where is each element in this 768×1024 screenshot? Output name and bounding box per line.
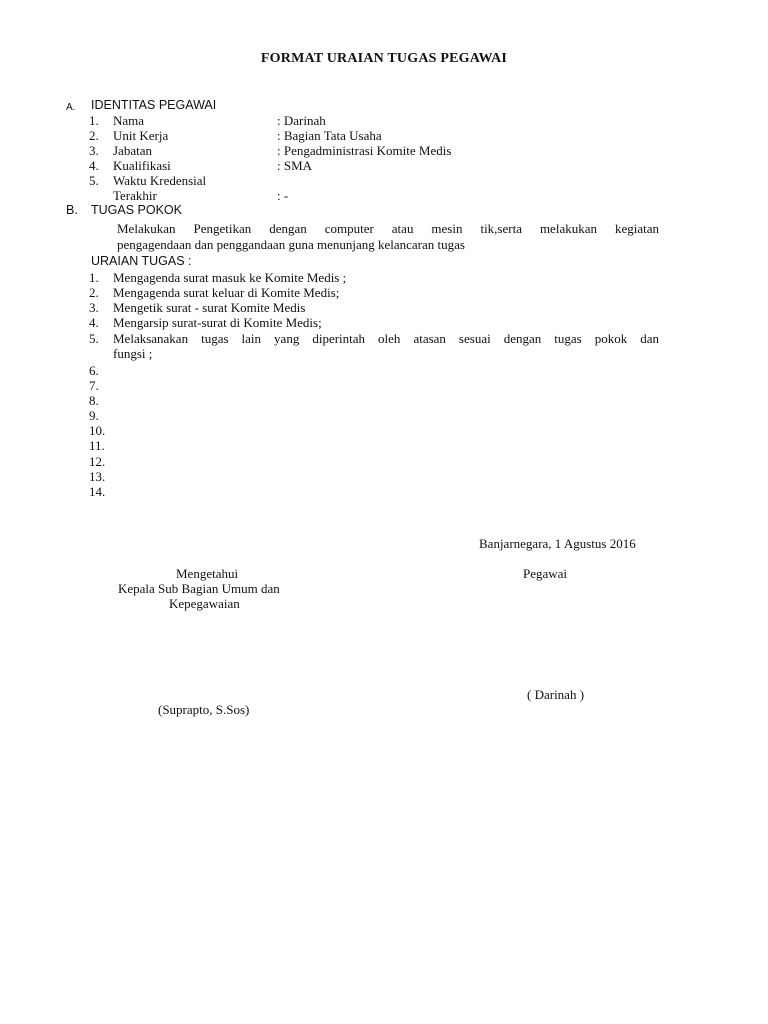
field-value-waktu-kredensial: : - xyxy=(277,188,289,203)
field-number: 1. xyxy=(89,113,99,128)
field-value-unit-kerja: : Bagian Tata Usaha xyxy=(277,128,382,143)
field-label-kualifikasi: Kualifikasi xyxy=(113,158,171,173)
uraian-item-text: Mengagenda surat keluar di Komite Medis; xyxy=(113,285,340,300)
uraian-item-text: Melaksanakan tugas lain yang diperintah oleh atasan sesuai dengan tugas pokok dan xyxy=(113,331,659,346)
signer-right-title: Pegawai xyxy=(523,566,568,581)
uraian-heading: URAIAN TUGAS : xyxy=(91,254,192,268)
uraian-item-text: Mengetik surat - surat Komite Medis xyxy=(113,300,306,315)
uraian-number: 5. xyxy=(89,331,99,346)
section-a-heading: IDENTITAS PEGAWAI xyxy=(91,98,217,112)
field-value-jabatan: : Pengadministrasi Komite Medis xyxy=(277,143,452,158)
uraian-item-text: Mengarsip surat-surat di Komite Medis; xyxy=(113,315,322,330)
field-label-terakhir: Terakhir xyxy=(113,188,157,203)
uraian-item-text: Mengagenda surat masuk ke Komite Medis ; xyxy=(113,270,347,285)
uraian-number: 11. xyxy=(89,438,105,453)
uraian-number: 9. xyxy=(89,408,99,423)
field-number: 4. xyxy=(89,158,99,173)
uraian-number: 4. xyxy=(89,315,99,330)
tugas-pokok-text-line1: Melakukan Pengetikan dengan computer atau mesin tik,serta melakukan kegiatan xyxy=(117,221,659,236)
document-title: FORMAT URAIAN TUGAS PEGAWAI xyxy=(260,51,508,66)
uraian-number: 2. xyxy=(89,285,99,300)
field-label-nama: Nama xyxy=(113,113,145,128)
signer-left-name: (Suprapto, S.Sos) xyxy=(158,702,250,717)
uraian-number: 13. xyxy=(89,469,106,484)
uraian-number: 7. xyxy=(89,378,99,393)
field-value-kualifikasi: : SMA xyxy=(277,158,313,173)
uraian-item-text-cont: fungsi ; xyxy=(113,346,153,361)
field-label-unit-kerja: Unit Kerja xyxy=(113,128,169,143)
signer-left-position: Kepala Sub Bagian Umum dan xyxy=(118,581,280,596)
uraian-number: 8. xyxy=(89,393,99,408)
field-number: 3. xyxy=(89,143,99,158)
section-b-heading: TUGAS POKOK xyxy=(91,203,182,217)
uraian-number: 3. xyxy=(89,300,99,315)
place-date: Banjarnegara, 1 Agustus 2016 xyxy=(479,536,636,551)
uraian-number: 6. xyxy=(89,363,99,378)
uraian-number: 10. xyxy=(89,423,106,438)
field-label-jabatan: Jabatan xyxy=(113,143,152,158)
field-label-waktu-kredensial: Waktu Kredensial xyxy=(113,173,207,188)
field-number: 5. xyxy=(89,173,99,188)
section-a-letter: A. xyxy=(66,102,76,113)
uraian-number: 1. xyxy=(89,270,99,285)
signer-left-position-cont: Kepegawaian xyxy=(169,596,240,611)
uraian-number: 12. xyxy=(89,454,106,469)
signer-right-name: ( Darinah ) xyxy=(527,687,585,702)
field-value-nama: : Darinah xyxy=(277,113,326,128)
field-number: 2. xyxy=(89,128,99,143)
signer-left-title: Mengetahui xyxy=(176,566,239,581)
section-b-letter: B. xyxy=(66,203,78,217)
tugas-pokok-text-line2: pengagendaan dan penggandaan guna menunjang kelancaran tugas xyxy=(117,237,465,252)
uraian-number: 14. xyxy=(89,484,106,499)
